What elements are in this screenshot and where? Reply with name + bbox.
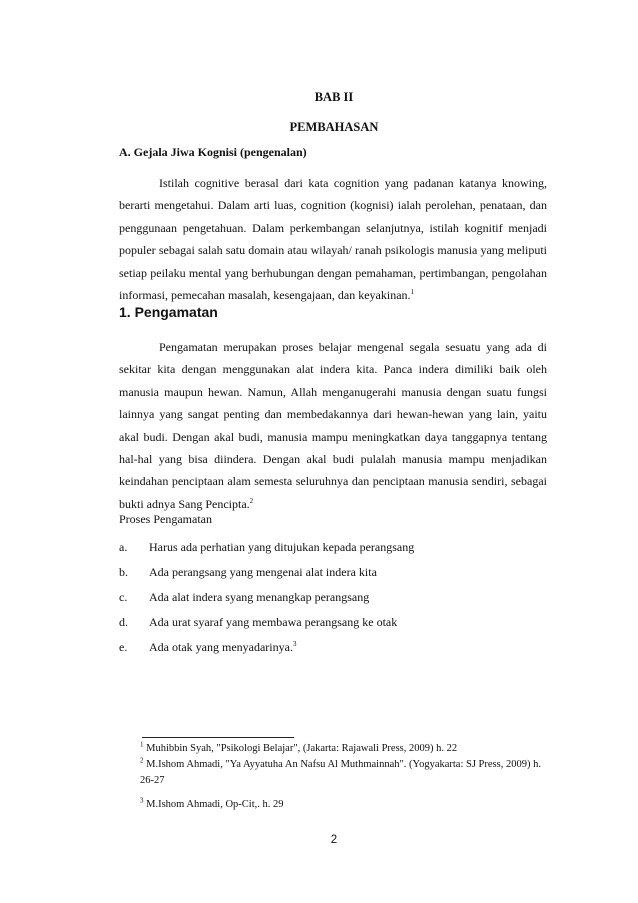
footnote-number: 2 [140,756,144,765]
footnote-separator [142,737,294,738]
list-marker: a. [119,540,128,554]
list-text: Harus ada perhatian yang ditujukan kepada perangsang [149,540,415,554]
list-marker: e. [119,640,128,654]
proses-pengamatan-label: Proses Pengamatan [119,512,212,526]
paragraph-kognisi-text: Istilah cognitive berasal dari kata cognition yang padanan katanya knowing, berarti mengetahui. Dalam arti luas, cognition (kognisi) ialah perolehan, penataan, dan penggunaan pengetahuan. Dalam perkembangan selanjutnya, istilah kognitif menjadi populer sebagai salah satu domain atau wilayah/ ranah psikologis manusia yang meliputi setiap peilaku mental yang berhubungan dengan pemahaman, pertimbangan, pengolahan informasi, pemecahan masalah, kesengajaan, dan keyakinan. [119,176,547,303]
footnote-text: M.Ishom Ahmadi, Op-Cit,. h. 29 [146,799,284,810]
heading-pengamatan: 1. Pengamatan [119,304,218,320]
list-marker: b. [119,565,128,579]
footnote-number: 3 [140,796,144,805]
footnote-text: Muhibbin Syah, "Psikologi Belajar", (Jakarta: Rajawali Press, 2009) h. 22 [146,743,458,754]
footnote-1 [140,741,548,757]
paragraph-kognisi [119,172,547,306]
list-text: Ada alat indera syang menangkap perangsang [149,590,370,604]
chapter-label: BAB II [314,90,354,104]
footnote-number: 1 [140,740,144,749]
footnote-ref-1: 1 [410,288,415,297]
paragraph-pengamatan [119,336,547,515]
list-marker: c. [119,590,128,604]
footnote-3 [140,797,548,813]
page-number: 2 [330,834,338,846]
list-text: Ada urat syaraf yang membawa perangsang ke otak [149,615,398,629]
list-marker: d. [119,615,128,629]
footnote-2 [140,757,548,789]
list-text [149,640,296,655]
list-text-content: Ada otak yang menyadarinya. [149,640,293,654]
footnote-text: M.Ishom Ahmadi, "Ya Ayyatuha An Nafsu Al Muthmainnah". (Yogyakarta: SJ Press, 2009) h. 26-27 [140,759,541,786]
footnote-ref-3: 3 [292,640,297,648]
chapter-title: PEMBAHASAN [289,120,379,134]
paragraph-pengamatan-text: Pengamatan merupakan proses belajar mengenal segala sesuatu yang ada di sekitar kita dengan menggunakan alat indera kita. Panca indera dimiliki baik oleh manusia maupun hewan. Namun, Allah menganugerahi manusia dengan suatu fungsi lainnya yang sangat penting dan membedakannya dari hewan-hewan yang lain, yaitu akal budi. Dengan akal budi, manusia mampu meningkatkan daya tanggapnya tentang hal-hal yang bisa diindera. Dengan akal budi pulalah manusia mampu menjadikan keindahan penciptaan alam semesta seluruhnya dan penciptaan manusia sendiri, sebagai bukti adnya Sang Pencipta. [119,340,547,511]
footnote-ref-2: 2 [249,496,254,505]
list-text: Ada perangsang yang mengenai alat indera kita [149,565,377,579]
section-a-heading: A. Gejala Jiwa Kognisi (pengenalan) [119,145,307,159]
